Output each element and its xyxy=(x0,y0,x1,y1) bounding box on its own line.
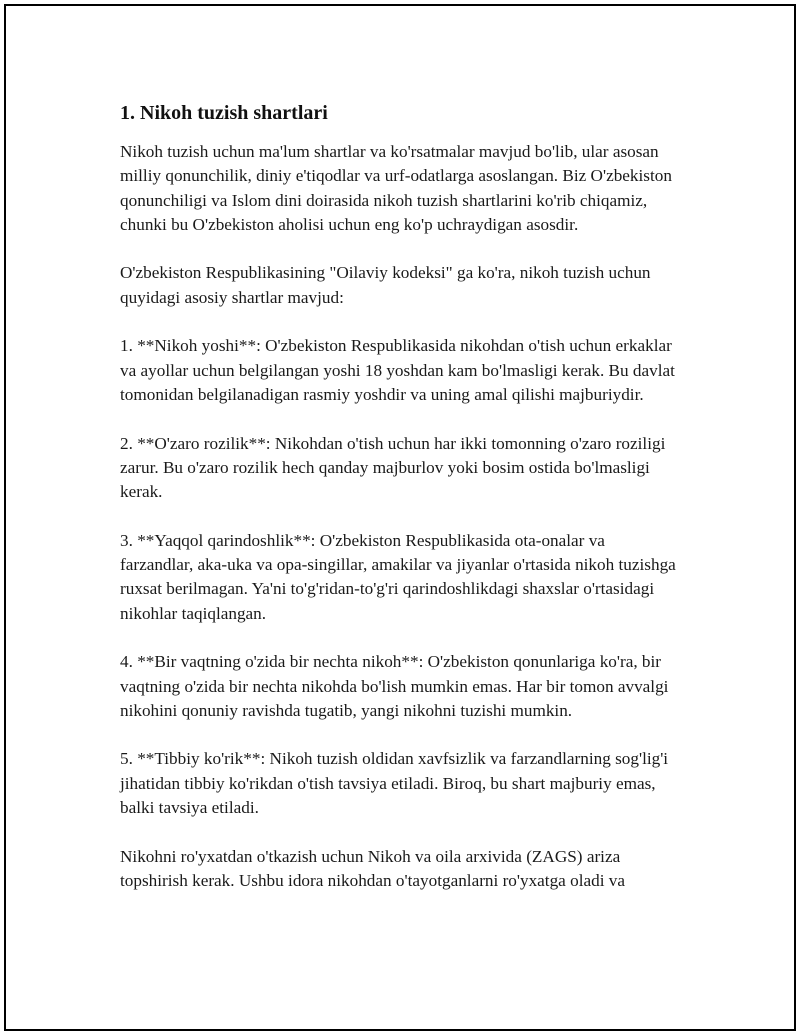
document-body xyxy=(120,100,680,918)
list-item-mutual-consent: 2. **O'zaro rozilik**: Nikohdan o'tish uchun har ikki tomonning o'zaro roziligi zarur. Bu o'zaro rozilik hech qanday majburlov yoki bosim ostida bo'lmasligi kerak. xyxy=(120,433,666,502)
section-title: 1. Nikoh tuzish shartlari xyxy=(120,102,328,124)
paragraph-code-reference: O'zbekiston Respublikasining "Oilaviy kodeksi" ga ko'ra, nikoh tuzish uchun quyidagi asosiy shartlar mavjud: xyxy=(120,263,651,307)
list-item-close-kinship: 3. **Yaqqol qarindoshlik**: O'zbekiston Respublikasida ota-onalar va farzandlar, aka-uka va opa-singillar, amakilar va jiyanlar o'rtasida nikoh tuzishga ruxsat berilmagan. Ya'ni to'g'ridan-to'g'ri qarindoshlikdagi shaxslar o'rtasidagi nikohlar taqiqlangan. xyxy=(120,530,676,623)
list-item-medical-exam: 5. **Tibbiy ko'rik**: Nikoh tuzish oldidan xavfsizlik va farzandlarning sog'lig'i jihatidan tibbiy ko'rikdan o'tish tavsiya etiladi. Biroq, bu shart majburiy emas, balki tavsiya etiladi. xyxy=(120,749,669,818)
document-page xyxy=(4,4,796,1031)
list-item-multiple-marriage: 4. **Bir vaqtning o'zida bir nechta nikoh**: O'zbekiston qonunlariga ko'ra, bir vaqtning o'zida bir nechta nikohda bo'lish mumkin emas. Har bir tomon avvalgi nikohini qonuniy ravishda tugatib, yangi nikohni tuzishi mumkin. xyxy=(120,652,669,720)
paragraph-registration: Nikohni ro'yxatdan o'tkazish uchun Nikoh va oila arxivida (ZAGS) ariza topshirish kerak. Ushbu idora nikohdan o'tayotganlarni ro'yxatga oladi va xyxy=(120,846,625,890)
list-item-marriage-age: 1. **Nikoh yoshi**: O'zbekiston Respublikasida nikohdan o'tish uchun erkaklar va ayollar uchun belgilangan yoshi 18 yoshdan kam bo'lmasligi kerak. Bu davlat tomonidan belgilanadigan rasmiy yoshdir va uning amal qilishi majburiydir. xyxy=(120,336,675,404)
paragraph-intro: Nikoh tuzish uchun ma'lum shartlar va ko'rsatmalar mavjud bo'lib, ular asosan milliy qonunchilik, diniy e'tiqodlar va urf-odatlarga asoslangan. Biz O'zbekiston qonunchiligi va Islom dini doirasida nikoh tuzish shartlarini ko'rib chiqamiz, chunki bu O'zbekiston aholisi uchun eng ko'p uchraydigan asosdir. xyxy=(120,142,672,234)
